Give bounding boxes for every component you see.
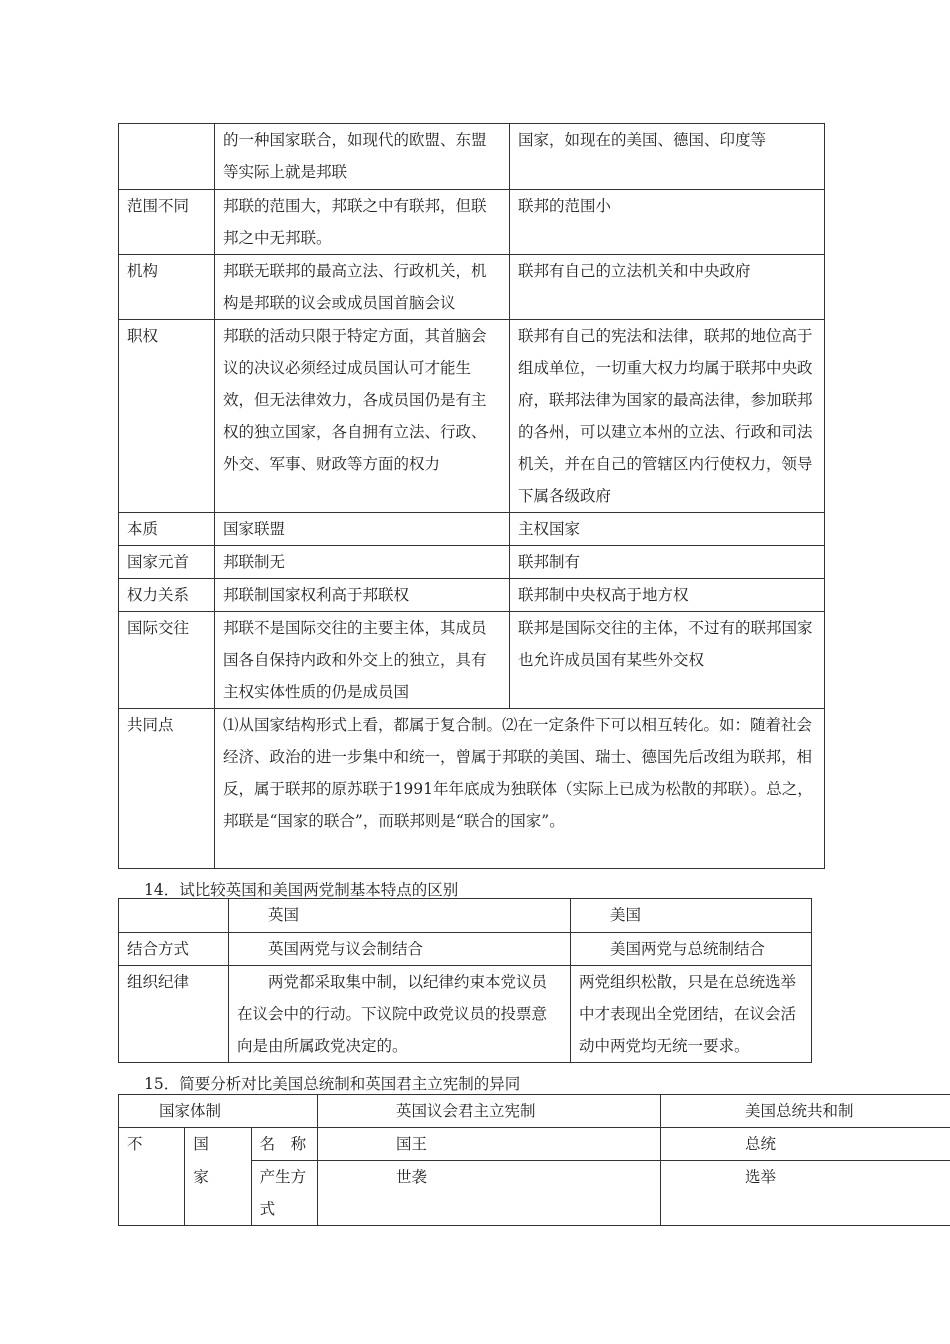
federation-cell: 国家，如现在的美国、德国、印度等 xyxy=(510,124,825,190)
federation-cell: 联邦是国际交往的主体，不过有的联邦国家也允许成员国有某些外交权 xyxy=(510,612,825,709)
state-label-1: 国 xyxy=(185,1128,251,1161)
confederation-cell: 邦联的活动只限于特定方面，其首脑会议的决议必须经过成员国认可才能生效，但无法律效力，各成员国仍是有主权的独立国家，各自拥有立法、行政、外交、军事、财政等方面的权力 xyxy=(215,320,510,513)
row-label: 名 称 xyxy=(251,1128,317,1161)
federation-cell: 主权国家 xyxy=(510,513,825,546)
us-cell: 美国两党与总统制结合 xyxy=(571,933,812,966)
table-header-row xyxy=(119,1095,950,1128)
confederation-cell: 邦联不是国际交往的主要主体，其成员国各自保持内政和外交上的独立，具有主权实体性质的仍是成员国 xyxy=(215,612,510,709)
table-row-common xyxy=(119,709,825,869)
table-header-row xyxy=(119,899,812,933)
header-uk: 英国议会君主立宪制 xyxy=(318,1095,661,1128)
row-label: 国际交往 xyxy=(119,612,215,709)
table-row xyxy=(119,1128,950,1161)
confederation-cell: 邦联无联邦的最高立法、行政机关，机构是邦联的议会或成员国首脑会议 xyxy=(215,255,510,320)
row-label: 国家元首 xyxy=(119,546,215,579)
confederation-cell: 邦联制无 xyxy=(215,546,510,579)
us-cell: 总统 xyxy=(661,1128,950,1161)
table-row xyxy=(119,255,825,320)
header-us: 美国总统共和制 xyxy=(661,1095,950,1128)
header-blank xyxy=(119,899,229,933)
common-points-cell: ⑴从国家结构形式上看，都属于复合制。⑵在一定条件下可以相互转化。如：随着社会经济、政治的进一步集中和统一，曾属于邦联的美国、瑞士、德国先后改组为联邦，相反，属于联邦的原苏联于1991年年底成为独联体（实际上已成为松散的邦联）。总之，邦联是“国家的联合”，而联邦则是“联合的国家”。 xyxy=(215,709,825,869)
differ-label: 不 xyxy=(119,1128,185,1226)
row-label: 范围不同 xyxy=(119,190,215,255)
header-us: 美国 xyxy=(571,899,812,933)
federation-cell: 联邦制有 xyxy=(510,546,825,579)
uk-cell: 英国两党与议会制结合 xyxy=(229,933,571,966)
confederation-cell: 邦联制国家权利高于邦联权 xyxy=(215,579,510,612)
question-15: 15．简要分析对比美国总统制和英国君主立宪制的异同 xyxy=(144,1075,521,1093)
table-row xyxy=(119,612,825,709)
us-cell: 选举 xyxy=(661,1161,950,1226)
table-row xyxy=(119,546,825,579)
uk-cell: 两党都采取集中制，以纪律约束本党议员在议会中的行动。下议院中政党议员的投票意向是由所属政党决定的。 xyxy=(229,966,571,1063)
presidential-monarchy-table xyxy=(118,1094,950,1226)
table-row xyxy=(119,190,825,255)
header-system: 国家体制 xyxy=(119,1095,318,1128)
table-row xyxy=(119,320,825,513)
question-14: 14．试比较英国和美国两党制基本特点的区别 xyxy=(144,881,459,899)
us-cell: 两党组织松散，只是在总统选举中才表现出全党团结，在议会活动中两党均无统一要求。 xyxy=(571,966,812,1063)
row-label: 权力关系 xyxy=(119,579,215,612)
confederation-cell: 的一种国家联合，如现代的欧盟、东盟等实际上就是邦联 xyxy=(215,124,510,190)
federation-cell: 联邦有自己的立法机关和中央政府 xyxy=(510,255,825,320)
table-row xyxy=(119,579,825,612)
row-label: 职权 xyxy=(119,320,215,513)
two-party-table xyxy=(118,898,812,1063)
row-label: 机构 xyxy=(119,255,215,320)
confederation-cell: 邦联的范围大，邦联之中有联邦，但联邦之中无邦联。 xyxy=(215,190,510,255)
confederation-federation-table xyxy=(118,123,825,869)
uk-cell: 国王 xyxy=(318,1128,661,1161)
row-label xyxy=(119,124,215,190)
row-label: 本质 xyxy=(119,513,215,546)
table-row xyxy=(119,513,825,546)
header-uk: 英国 xyxy=(229,899,571,933)
row-label: 组织纪律 xyxy=(119,966,229,1063)
federation-cell: 联邦有自己的宪法和法律，联邦的地位高于组成单位，一切重大权力均属于联邦中央政府，联邦法律为国家的最高法律，参加联邦的各州，可以建立本州的立法、行政和司法机关，并在自己的管辖区内行使权力，领导下属各级政府 xyxy=(510,320,825,513)
table-row xyxy=(119,966,812,1063)
table-row xyxy=(119,1161,950,1226)
table-row xyxy=(119,124,825,190)
row-label: 结合方式 xyxy=(119,933,229,966)
table-row xyxy=(119,933,812,966)
federation-cell: 联邦的范围小 xyxy=(510,190,825,255)
uk-cell: 世袭 xyxy=(318,1161,661,1226)
row-label: 共同点 xyxy=(119,709,215,869)
confederation-cell: 国家联盟 xyxy=(215,513,510,546)
state-label-2: 家 xyxy=(185,1161,251,1226)
federation-cell: 联邦制中央权高于地方权 xyxy=(510,579,825,612)
row-label: 产生方式 xyxy=(251,1161,317,1226)
